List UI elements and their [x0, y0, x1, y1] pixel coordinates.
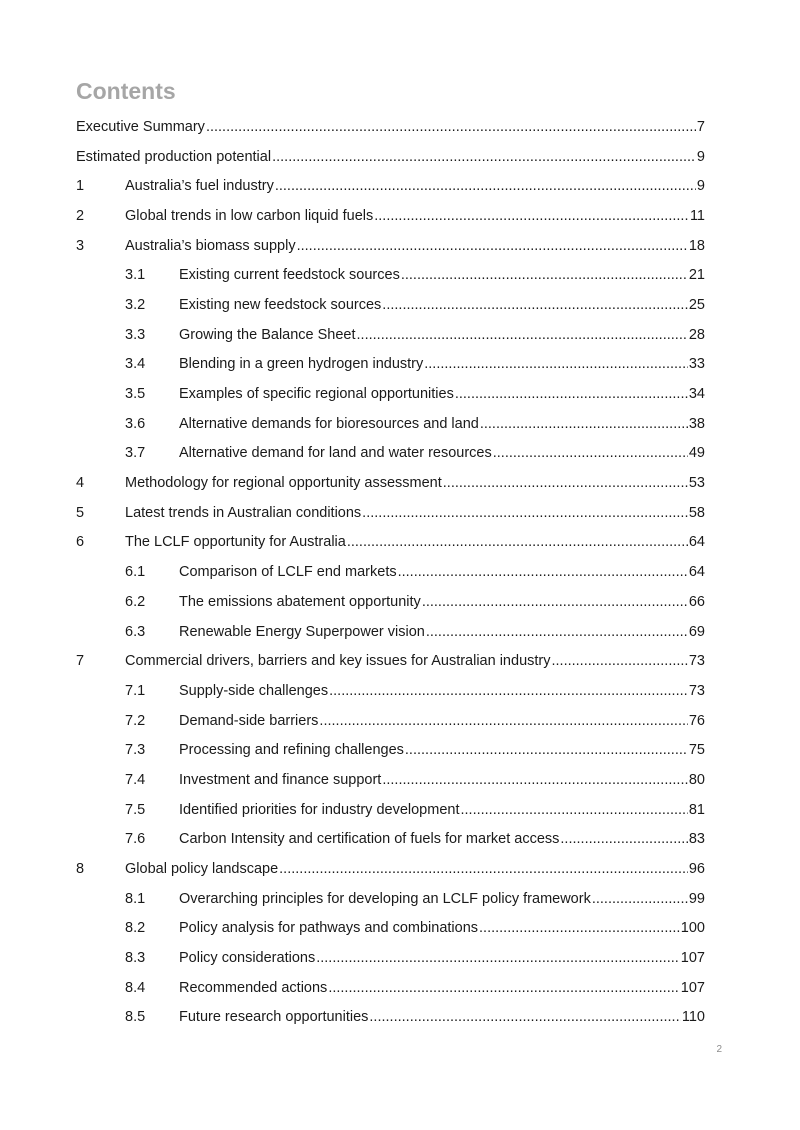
- toc-entry-number: 3: [76, 237, 85, 254]
- dot-leader: [316, 949, 680, 967]
- toc-entry-number: 8.2: [125, 920, 146, 937]
- toc-entry-page-number: 96: [688, 861, 705, 878]
- toc-entry-title[interactable]: Identified priorities for industry development: [179, 801, 460, 818]
- toc-entry-title[interactable]: Estimated production potential: [76, 148, 272, 165]
- toc-entry-number: 6.3: [125, 623, 146, 640]
- toc-entry-title[interactable]: Overarching principles for developing an LCLF policy framework: [179, 890, 591, 907]
- dot-leader: [551, 652, 687, 670]
- toc-entry-page-number: 107: [680, 979, 705, 996]
- toc-entry-title[interactable]: Methodology for regional opportunity assessment: [125, 475, 442, 492]
- toc-entry[interactable]: [76, 587, 705, 617]
- toc-entry-page-number: 11: [689, 207, 705, 224]
- toc-entry[interactable]: [76, 884, 705, 914]
- toc-entry-title[interactable]: Blending in a green hydrogen industry: [179, 356, 424, 373]
- toc-entry[interactable]: [76, 320, 705, 350]
- toc-entry-title[interactable]: Processing and refining challenges: [179, 742, 404, 759]
- toc-entry-number: 6: [76, 534, 85, 551]
- toc-entry-title[interactable]: The emissions abatement opportunity: [179, 593, 421, 610]
- toc-entry-title[interactable]: Policy analysis for pathways and combinations: [179, 920, 479, 937]
- toc-entry-title[interactable]: The LCLF opportunity for Australia: [125, 534, 346, 551]
- toc-entry[interactable]: [76, 735, 705, 765]
- toc-entry[interactable]: [76, 498, 705, 528]
- toc-entry[interactable]: [76, 646, 705, 676]
- toc-entry-title[interactable]: Alternative demand for land and water resources: [179, 445, 492, 462]
- contents-heading: Contents: [76, 78, 176, 104]
- toc-entry-number: 3.2: [125, 296, 146, 313]
- toc-entry-page-number: 64: [688, 534, 705, 551]
- dot-leader: [347, 533, 688, 551]
- toc-entry-title[interactable]: Existing new feedstock sources: [179, 296, 382, 313]
- dot-leader: [560, 830, 687, 848]
- toc-entry[interactable]: [76, 112, 705, 142]
- toc-entry-number: 3.5: [125, 386, 146, 403]
- toc-entry[interactable]: [76, 528, 705, 558]
- toc-entry-number: 5: [76, 504, 85, 521]
- toc-entry-page-number: 80: [688, 771, 705, 788]
- toc-entry[interactable]: [76, 557, 705, 587]
- toc-entry-title[interactable]: Renewable Energy Superpower vision: [179, 623, 425, 640]
- toc-entry-title[interactable]: Global policy landscape: [125, 861, 279, 878]
- toc-entry-page-number: 58: [688, 504, 705, 521]
- toc-entry[interactable]: [76, 706, 705, 736]
- toc-entry[interactable]: [76, 914, 705, 944]
- toc-entry-number: 7.6: [125, 831, 146, 848]
- toc-entry-number: 2: [76, 207, 85, 224]
- dot-leader: [275, 177, 696, 195]
- toc-entry-page-number: 21: [688, 267, 705, 284]
- toc-entry[interactable]: [76, 142, 705, 172]
- toc-entry-number: 6.1: [125, 564, 146, 581]
- toc-entry[interactable]: [76, 439, 705, 469]
- toc-entry[interactable]: [76, 765, 705, 795]
- toc-entry-page-number: 9: [696, 148, 705, 165]
- toc-entry-title[interactable]: Australia’s biomass supply: [125, 237, 296, 254]
- dot-leader: [279, 860, 688, 878]
- toc-entry-title[interactable]: Recommended actions: [179, 979, 328, 996]
- toc-entry-number: 8.3: [125, 950, 146, 967]
- toc-entry-number: 7.2: [125, 712, 146, 729]
- toc-entry-title[interactable]: Alternative demands for bioresources and land: [179, 415, 479, 432]
- toc-entry[interactable]: [76, 973, 705, 1003]
- toc-entry-page-number: 107: [680, 950, 705, 967]
- toc-entry-page-number: 73: [688, 682, 705, 699]
- dot-leader: [424, 355, 688, 373]
- toc-entry-page-number: 7: [696, 118, 705, 135]
- toc-entry-page-number: 9: [696, 178, 705, 195]
- dot-leader: [493, 444, 688, 462]
- dot-leader: [426, 623, 688, 641]
- dot-leader: [206, 118, 696, 136]
- dot-leader: [297, 237, 688, 255]
- toc-entry-title[interactable]: Australia’s fuel industry: [125, 178, 274, 195]
- dot-leader: [460, 801, 687, 819]
- toc-entry-title[interactable]: Examples of specific regional opportunities: [179, 386, 454, 403]
- toc-entry-number: 7.3: [125, 742, 146, 759]
- toc-entry[interactable]: [76, 171, 705, 201]
- toc-entry-page-number: 33: [688, 356, 705, 373]
- toc-entry[interactable]: [76, 854, 705, 884]
- toc-entry-page-number: 49: [688, 445, 705, 462]
- dot-leader: [382, 296, 688, 314]
- toc-entry-number: 8.5: [125, 1009, 146, 1026]
- toc-entry-title[interactable]: Growing the Balance Sheet: [179, 326, 356, 343]
- dot-leader: [329, 682, 688, 700]
- toc-entry-title[interactable]: Latest trends in Australian conditions: [125, 504, 362, 521]
- toc-entry-number: 8.1: [125, 890, 146, 907]
- toc-entry-page-number: 73: [688, 653, 705, 670]
- dot-leader: [592, 890, 688, 908]
- page-number: 2: [716, 1044, 722, 1055]
- toc-entry-title[interactable]: Global trends in low carbon liquid fuels: [125, 207, 374, 224]
- toc-entry-title[interactable]: Carbon Intensity and certification of fuels for market access: [179, 831, 560, 848]
- toc-entry-number: 7.1: [125, 682, 146, 699]
- dot-leader: [455, 385, 688, 403]
- toc-entry[interactable]: [76, 409, 705, 439]
- toc-entry[interactable]: [76, 1003, 705, 1033]
- dot-leader: [357, 326, 688, 344]
- toc-entry-page-number: 99: [688, 890, 705, 907]
- toc-entry-page-number: 81: [688, 801, 705, 818]
- dot-leader: [398, 563, 688, 581]
- toc-entry-title[interactable]: Policy considerations: [179, 950, 316, 967]
- toc-entry-number: 8.4: [125, 979, 146, 996]
- toc-entry-title[interactable]: Comparison of LCLF end markets: [179, 564, 397, 581]
- dot-leader: [401, 266, 688, 284]
- toc-entry-title[interactable]: Demand-side barriers: [179, 712, 319, 729]
- toc-entry[interactable]: [76, 350, 705, 380]
- toc-entry-title[interactable]: Existing current feedstock sources: [179, 267, 400, 284]
- dot-leader: [328, 979, 679, 997]
- toc-entry-number: 3.4: [125, 356, 146, 373]
- toc-entry[interactable]: [76, 943, 705, 973]
- toc-entry-page-number: 76: [688, 712, 705, 729]
- toc-entry-title[interactable]: Future research opportunities: [179, 1009, 369, 1026]
- toc-entry-number: 7.5: [125, 801, 146, 818]
- toc-entry-page-number: 38: [688, 415, 705, 432]
- toc-entry-page-number: 100: [680, 920, 705, 937]
- dot-leader: [382, 771, 688, 789]
- table-of-contents: [76, 112, 705, 1032]
- toc-entry[interactable]: [76, 468, 705, 498]
- toc-entry-number: 4: [76, 475, 85, 492]
- toc-entry-page-number: 53: [688, 475, 705, 492]
- toc-entry-title[interactable]: Supply-side challenges: [179, 682, 329, 699]
- toc-entry[interactable]: [76, 231, 705, 261]
- dot-leader: [443, 474, 688, 492]
- dot-leader: [319, 712, 687, 730]
- toc-entry[interactable]: [76, 617, 705, 647]
- toc-entry[interactable]: [76, 825, 705, 855]
- toc-entry-page-number: 110: [681, 1009, 705, 1026]
- dot-leader: [374, 207, 689, 225]
- dot-leader: [480, 415, 688, 433]
- dot-leader: [369, 1008, 680, 1026]
- toc-entry-page-number: 25: [688, 296, 705, 313]
- toc-entry[interactable]: [76, 201, 705, 231]
- toc-entry-page-number: 69: [688, 623, 705, 640]
- dot-leader: [362, 504, 688, 522]
- toc-entry[interactable]: [76, 379, 705, 409]
- toc-entry-title[interactable]: Executive Summary: [76, 118, 205, 135]
- toc-entry-title[interactable]: Investment and finance support: [179, 771, 382, 788]
- toc-entry-number: 3.1: [125, 267, 146, 284]
- toc-entry-page-number: 75: [688, 742, 705, 759]
- toc-entry-number: 7: [76, 653, 85, 670]
- toc-entry-number: 3.3: [125, 326, 146, 343]
- toc-entry-number: 3.7: [125, 445, 146, 462]
- toc-entry-number: 3.6: [125, 415, 146, 432]
- toc-entry-number: 6.2: [125, 593, 146, 610]
- toc-entry-page-number: 34: [688, 386, 705, 403]
- toc-entry[interactable]: [76, 290, 705, 320]
- toc-entry-page-number: 66: [688, 593, 705, 610]
- toc-entry-number: 1: [76, 178, 85, 195]
- toc-entry-page-number: 64: [688, 564, 705, 581]
- toc-entry-page-number: 83: [688, 831, 705, 848]
- toc-entry[interactable]: [76, 795, 705, 825]
- toc-entry-number: 7.4: [125, 771, 146, 788]
- dot-leader: [405, 741, 688, 759]
- toc-entry-page-number: 28: [688, 326, 705, 343]
- toc-entry[interactable]: [76, 676, 705, 706]
- toc-entry[interactable]: [76, 260, 705, 290]
- toc-entry-title[interactable]: Commercial drivers, barriers and key issues for Australian industry: [125, 653, 551, 670]
- dot-leader: [422, 593, 688, 611]
- toc-entry-page-number: 18: [688, 237, 705, 254]
- dot-leader: [479, 919, 680, 937]
- toc-entry-number: 8: [76, 861, 85, 878]
- dot-leader: [272, 148, 696, 166]
